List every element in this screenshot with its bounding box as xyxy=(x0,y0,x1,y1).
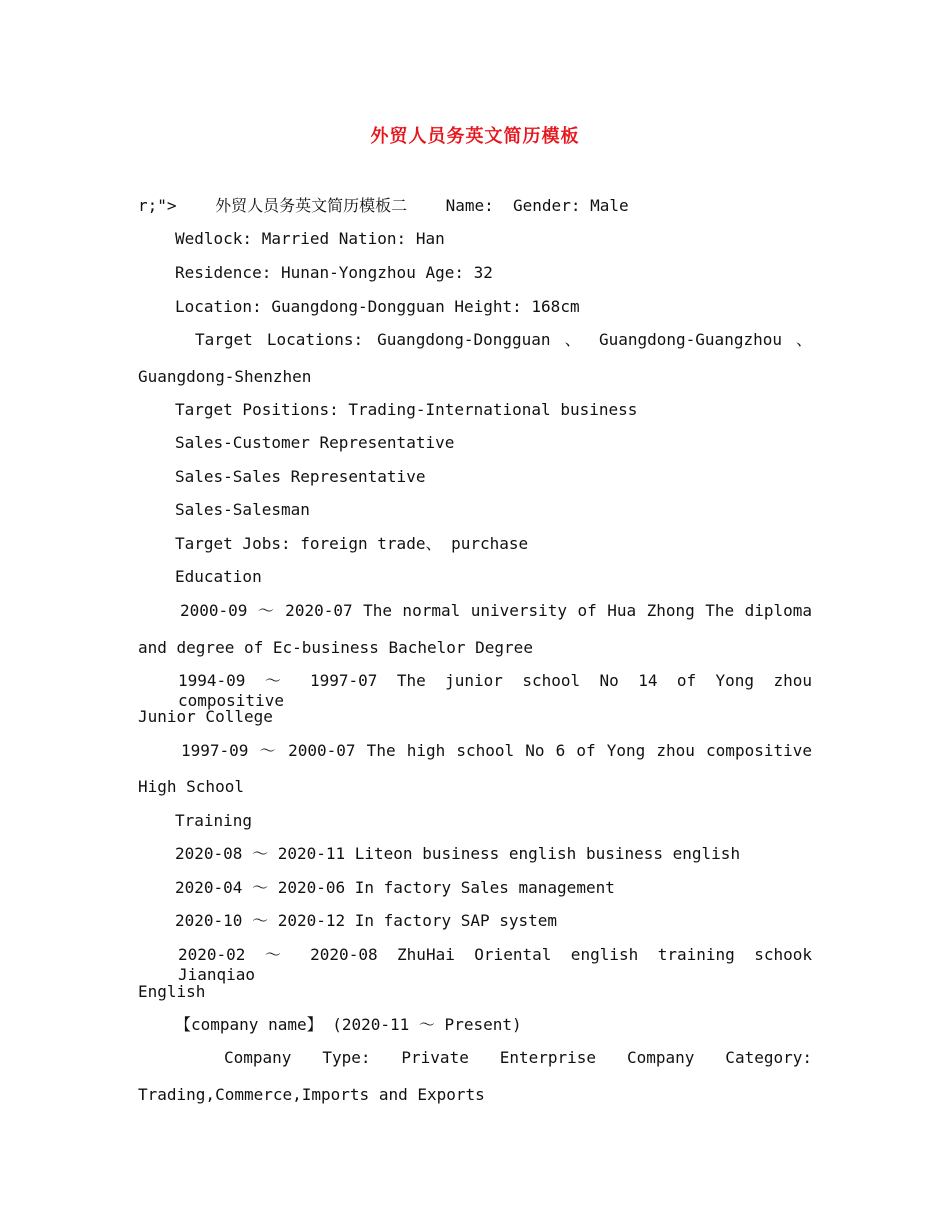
company-name-line: 【company name】 (2020-11 ～ Present) xyxy=(175,1015,522,1034)
residence-line: Residence: Hunan-Yongzhou Age: 32 xyxy=(175,263,493,282)
position-salesman: Sales-Salesman xyxy=(175,500,310,519)
education-entry-1-continued: and degree of Ec-business Bachelor Degree xyxy=(138,638,533,657)
wedlock-line: Wedlock: Married Nation: Han xyxy=(175,229,445,248)
education-entry-3-continued: High School xyxy=(138,777,244,796)
training-entry-2: 2020-04 ～ 2020-06 In factory Sales management xyxy=(175,878,615,897)
education-heading: Education xyxy=(175,567,262,586)
company-type-line: Company Type: Private Enterprise Company Category: xyxy=(224,1048,812,1067)
page-title: 外贸人员务英文简历模板 xyxy=(370,126,580,147)
target-locations-line: Target Locations: Guangdong-Dongguan 、 Guangdong-Guangzhou 、 xyxy=(195,330,812,349)
resume-page xyxy=(138,0,812,1230)
training-heading: Training xyxy=(175,811,253,830)
target-locations-continued: Guangdong-Shenzhen xyxy=(138,367,312,386)
position-sales-rep: Sales-Sales Representative xyxy=(175,467,426,486)
education-entry-1: 2000-09 ～ 2020-07 The normal university of Hua Zhong The diploma xyxy=(180,601,812,620)
training-entry-4: 2020-02 ～ 2020-08 ZhuHai Oriental english training schook Jianqiao xyxy=(178,945,812,984)
position-customer-rep: Sales-Customer Representative xyxy=(175,433,455,452)
header-line: r;"> 外贸人员务英文简历模板二 Name: Gender: Male xyxy=(138,196,629,215)
training-entry-1: 2020-08 ～ 2020-11 Liteon business english business english xyxy=(175,844,741,863)
training-entry-3: 2020-10 ～ 2020-12 In factory SAP system xyxy=(175,911,558,930)
location-line: Location: Guangdong-Dongguan Height: 168cm xyxy=(175,297,580,316)
education-entry-2: 1994-09 ～ 1997-07 The junior school No 14 of Yong zhou compositive xyxy=(178,671,812,710)
education-entry-3: 1997-09 ～ 2000-07 The high school No 6 of Yong zhou compositive xyxy=(181,741,812,760)
company-category-line: Trading,Commerce,Imports and Exports xyxy=(138,1085,485,1104)
education-entry-2-continued: Junior College xyxy=(138,707,273,726)
target-jobs-line: Target Jobs: foreign trade、 purchase xyxy=(175,534,529,553)
target-positions-line: Target Positions: Trading-International business xyxy=(175,400,638,419)
training-entry-4-continued: English xyxy=(138,982,206,1001)
